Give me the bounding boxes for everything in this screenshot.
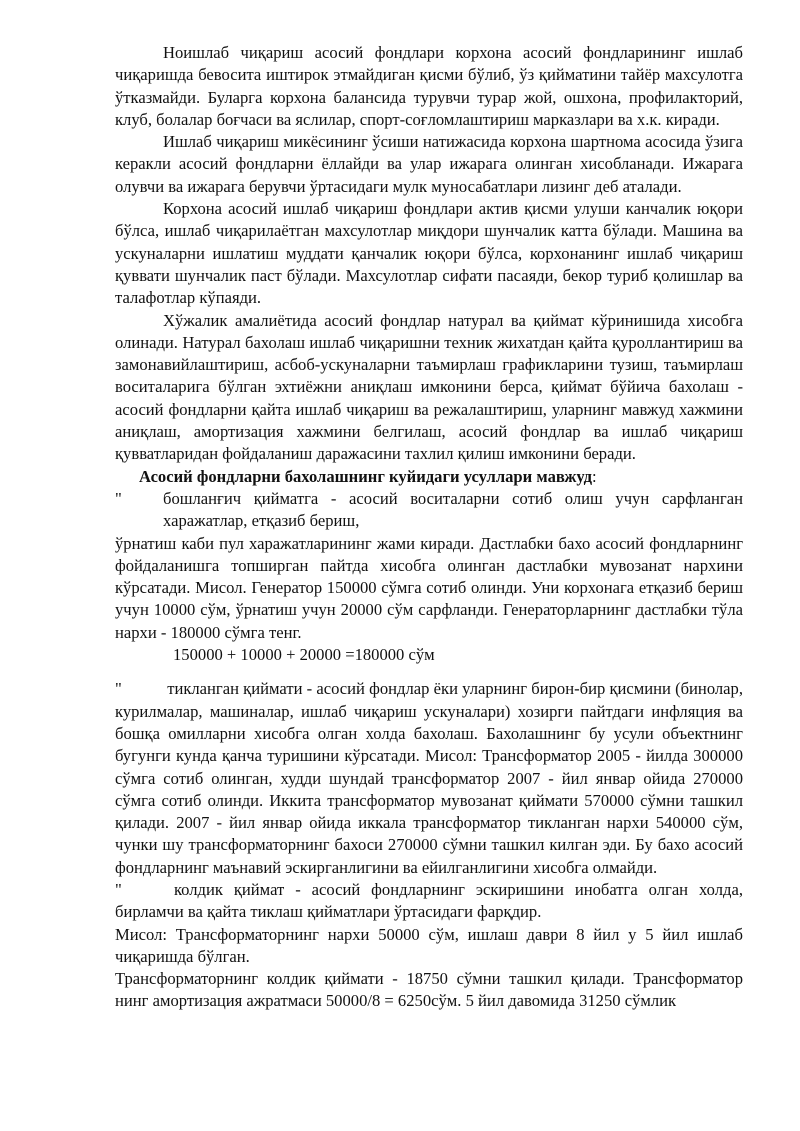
bullet-mark: "	[115, 488, 122, 508]
paragraph-nonproduction-funds: Ноишлаб чиқариш асосий фондлари корхона асосий фондларининг ишлаб чиқаришда бевосита иштирок этмайдиган қисми бўлиб, ўз қийматини тайёр махсулотга ўтказмайди. Буларга корхона балансида турувчи турар жой, ошхона, профилакторий, клуб, болалар боғчаси ва яслилар, спорт-соғломлаштириш марказлари ва х.к. киради.	[115, 43, 743, 129]
paragraph-initial-cost-continued: ўрнатиш каби пул харажатларининг жами киради. Дастлабки бахо асосий фондларнинг фойдаланишга топширган пайтда хисобга олинган дастлабки мувозанат нархини кўрсатади. Мисол. Генератор 150000 сўмга сотиб олинди. Уни корхонага етқазиб бериш учун 10000 сўм, ўрнатиш учун 20000 сўм сарфланди. Генераторларнинг дастлабки тўла нархи - 180000 сўмга тенг.	[115, 533, 743, 642]
formula-line: 150000 + 10000 + 20000 =180000 сўм	[173, 645, 435, 665]
bullet-initial-cost	[115, 488, 743, 533]
paragraph-valuation-types: Хўжалик амалиётида асосий фондлар натурал ва қиймат кўринишида хисобга олинади. Натурал бахолаш ишлаб чиқаришни техник жихатдан қайта қуроллантириш ва замонавийлаштириш, асбоб-ускуналарни таъмирлаш графикларини тузиш, таъмирлаш воситаларига бўлган эхтиёжни аниқлаш имконини берса, қиймат бўйича бахолаш - асосий фондларни қайта ишлаб чиқариш ва режалаштириш, уларнинг мавжуд хажмини аниқлаш, амортизация хажмини белгилаш, асосий фондлар ва ишлаб чиқариш қувватларидан фойдаланиш даражасини тахлил қилиш имконини беради.	[115, 310, 743, 464]
bullet-mark: "	[115, 879, 122, 899]
bullet-residual-cost-text: колдик қиймат - асосий фондларнинг эскиришини инобатга олган холда, бирламчи ва қайта тиклаш қийматлари ўртасидаги фарқдир.	[115, 879, 743, 922]
heading-colon: :	[592, 466, 597, 486]
section-heading	[115, 466, 743, 488]
document-page	[115, 42, 743, 1013]
bullet-residual-cost	[115, 879, 743, 924]
bullet-restored-cost	[115, 678, 743, 879]
heading-text: Асосий фондларни бахолашнинг куйидаги усуллари мавжуд	[139, 466, 593, 486]
bullet-restored-cost-text: тикланган қиймати - асосий фондлар ёки уларнинг бирон-бир қисмини (бинолар, курилмалар, машиналар, ишлаб чиқариш ускуналари) хозирги пайтдаги инфляция ва бошқа омилларни хисобга олган холда бахолаш. Бахолашнинг бу усули объектнинг бугунги кунда қанча туришини кўрсатади. Мисол: Трансформатор 2005 - йилда 300000 сўмга сотиб олинган, худди шундай трансформатор 2007 - йил январ ойида 270000 сўмга сотиб олинди. Иккита трансформатор мувозанат қиймати 570000 сўмни ташкил қилади. 2007 - йил январ ойида иккала трансформатор тикланган нархи 540000 сўм, чунки шу трансформаторнинг бахоси 270000 сўмни ташкил килган эди. Бу бахо асосий фондларнинг маънавий эскирганлигини ва ейилганлигини хисобга олмайди.	[115, 679, 743, 877]
paragraph-leasing: Ишлаб чиқариш микёсининг ўсиши натижасида корхона шартнома асосида ўзига керакли асосий фондларни ёллайди ва улар ижарага олинган хисобланади. Ижарага олувчи ва ижарага берувчи ўртасидаги мулк муносабатлари лизинг деб аталади.	[115, 132, 743, 196]
bullet-initial-cost-text: бошланғич қийматга - асосий воситаларни сотиб олиш учун сарфланган харажатлар, етқазиб бериш,	[163, 488, 743, 531]
paragraph-active-share: Корхона асосий ишлаб чиқариш фондлари актив қисми улуши канчалик юқори бўлса, ишлаб чиқарилаётган махсулотлар миқдори шунчалик катта бўлади. Машина ва ускуналарни ишлатиш муддати қанчалик юқори бўлса, корхонанинг ишлаб чиқариш қуввати шунчалик паст бўлади. Махсулотлар сифати пасаяди, бекор туриб қолишлар ва талафотлар кўпаяди.	[115, 199, 743, 308]
spacer	[115, 666, 743, 678]
bullet-mark: "	[115, 679, 122, 699]
paragraph-example-transformer: Мисол: Трансформаторнинг нархи 50000 сўм, ишлаш даври 8 йил у 5 йил ишлаб чиқаришда бўлган.	[115, 924, 743, 966]
paragraph-residual-calculation: Трансформаторнинг колдик қиймати - 18750 сўмни ташкил қилади. Трансформатор нинг амортизация ажратмаси 50000/8 = 6250сўм. 5 йил давомида 31250 сўмлик	[115, 969, 743, 1011]
